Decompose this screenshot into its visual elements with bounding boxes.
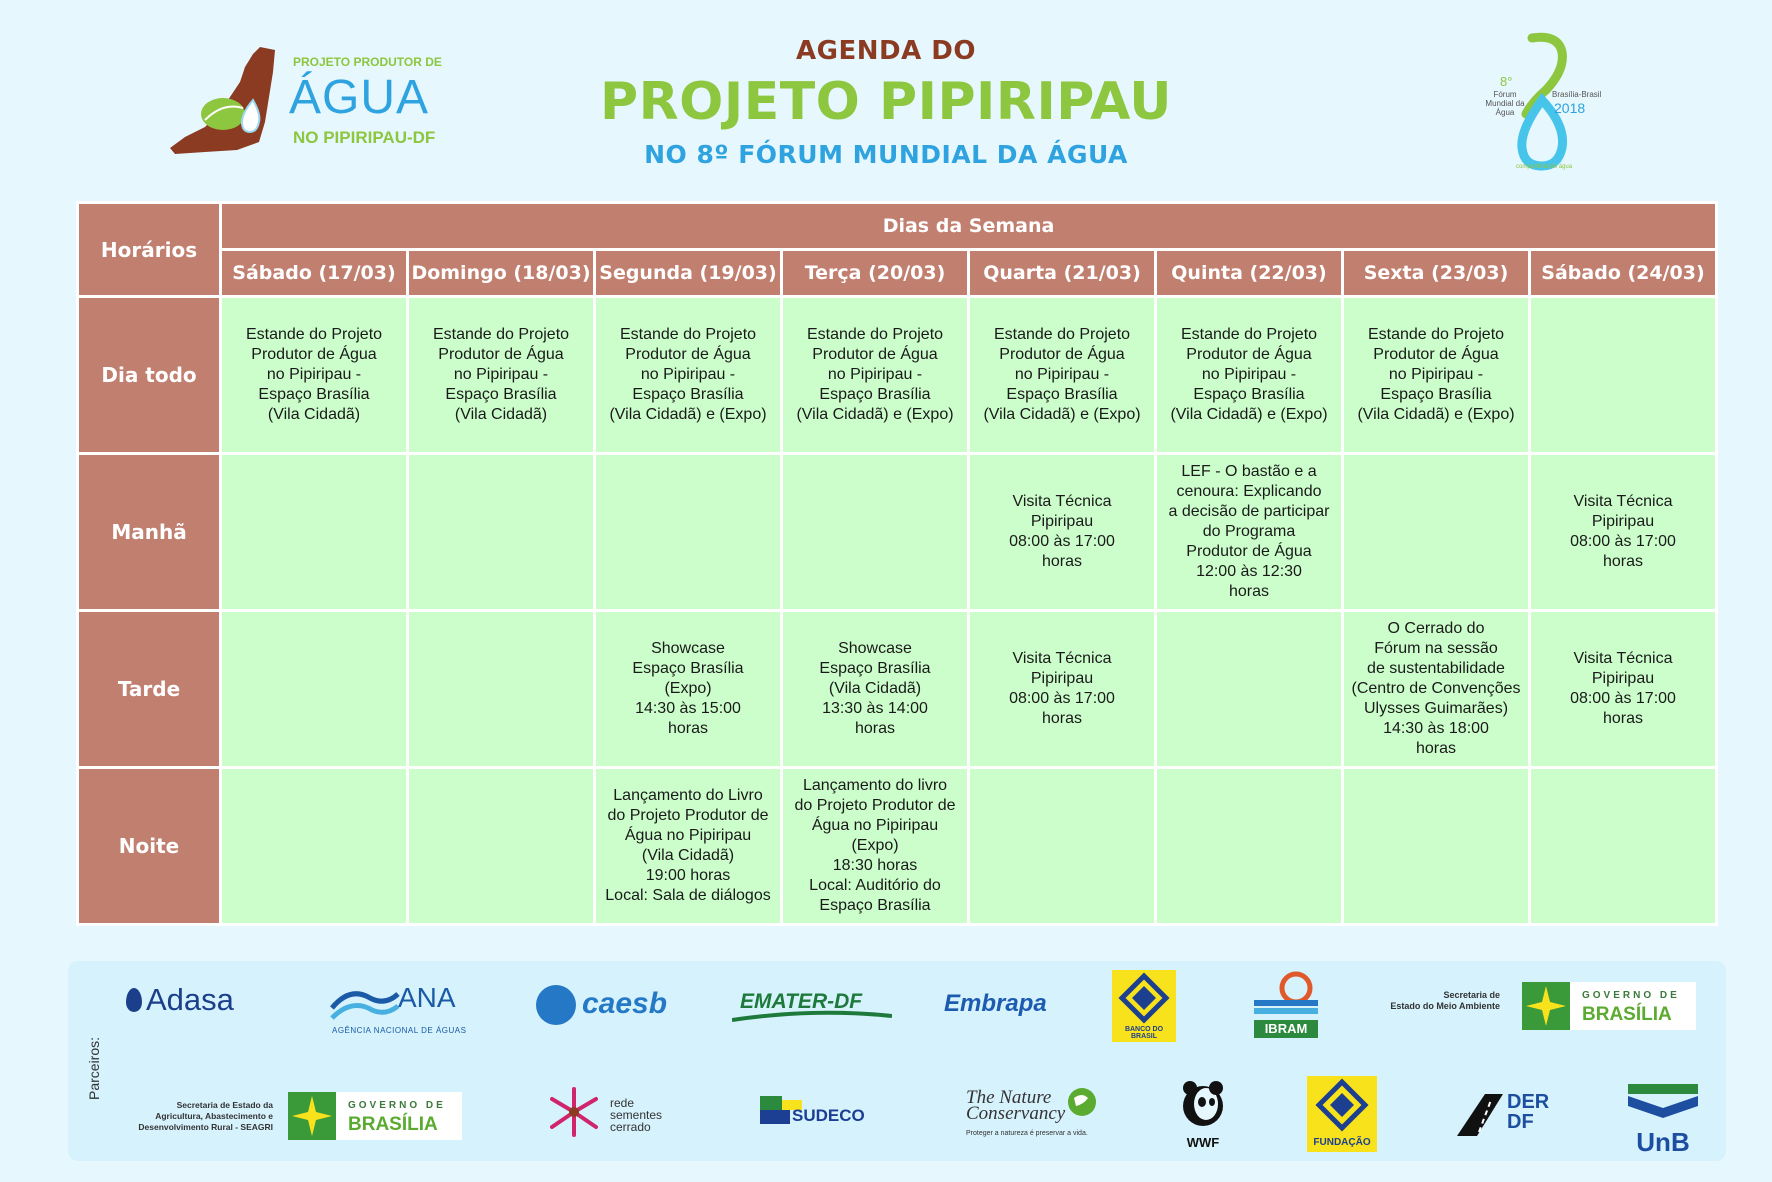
governo-brasilia-logo: [288, 1092, 462, 1140]
horarios-header: Horários: [78, 203, 221, 297]
forum-mundial-logo: [1470, 30, 1620, 180]
schedule-cell: Estande do Projeto Produtor de Água no Pipiripau - Espaço Brasília (Vila Cidadã) e (Expo): [782, 297, 969, 454]
der-text: DER DF: [1507, 1091, 1550, 1133]
schedule-cell: [408, 768, 595, 925]
nature-conservancy-logo: [966, 1087, 1106, 1137]
schedule-cell: Lançamento do livro do Projeto Produtor de Água no Pipiripau (Expo) 18:30 horas Local: Auditório do Espaço Brasília: [782, 768, 969, 925]
gdf-governo-text: GOVERNO DE: [1582, 990, 1680, 1001]
partners-label: Parceiros:: [86, 1036, 102, 1100]
row-label: Manhã: [78, 454, 221, 611]
day-header: Terça (20/03): [782, 250, 969, 297]
schedule-cell: [1156, 768, 1343, 925]
seagri-label: Secretaria de Estado da Agricultura, Abastecimento e Desenvolvimento Rural - SEAGRI: [138, 1100, 273, 1132]
der-df-logo: [1455, 1092, 1555, 1140]
forum-slogan: compartilhando água: [1516, 164, 1573, 170]
forum-right-text: Brasília-Brasil: [1552, 90, 1602, 99]
rede-text: rede sementes cerrado: [610, 1096, 663, 1134]
schedule-cell: [1343, 454, 1530, 611]
rede-sementes-logo: [544, 1087, 684, 1137]
water-drop-icon: [126, 988, 142, 1012]
unb-logo: [1628, 1084, 1698, 1158]
emater-logo: [740, 990, 862, 1014]
gdf-brasilia-text: BRASÍLIA: [1582, 1004, 1672, 1025]
gdf-star-icon: [288, 1092, 336, 1140]
day-header: Sexta (23/03): [1343, 250, 1530, 297]
header: [0, 0, 1772, 195]
schedule-cell: Visita Técnica Pipiripau 08:00 às 17:00 horas: [969, 454, 1156, 611]
fundacao-text: FUNDAÇÃO: [1313, 1137, 1371, 1148]
schedule-cell: Visita Técnica Pipiripau 08:00 às 17:00 horas: [1530, 454, 1717, 611]
unb-symbol-icon: [1628, 1084, 1698, 1120]
schedule-cell: Showcase Espaço Brasília (Vila Cidadã) 13:30 às 14:00 horas: [782, 611, 969, 768]
forum-number: 8°: [1500, 74, 1513, 89]
day-header: Segunda (19/03): [595, 250, 782, 297]
day-header: Quinta (22/03): [1156, 250, 1343, 297]
table-row: [78, 297, 1717, 454]
logo-left-line2: ÁGUA: [289, 71, 430, 124]
schedule-cell: Showcase Espaço Brasília (Expo) 14:30 às 15:00 horas: [595, 611, 782, 768]
gdf-governo-text: GOVERNO DE: [348, 1100, 446, 1111]
bb-text: BANCO DO BRASIL: [1124, 1026, 1164, 1040]
wwf-text: WWF: [1186, 1135, 1220, 1150]
title-line3: NO 8º FÓRUM MUNDIAL DA ÁGUA: [644, 140, 1128, 169]
gdf-brasilia-text: BRASÍLIA: [348, 1114, 438, 1135]
table-row: [78, 768, 1717, 925]
row-label: Noite: [78, 768, 221, 925]
schedule-cell: LEF - O bastão e a cenoura: Explicando a decisão de participar do Programa Produtor de Água 12:00 às 12:30 horas: [1156, 454, 1343, 611]
title-line2: PROJETO PIPIRIPAU: [599, 72, 1173, 132]
adasa-logo: [126, 982, 234, 1018]
sudeco-logo: [760, 1096, 880, 1130]
row-label: Tarde: [78, 611, 221, 768]
schedule-cell: [408, 611, 595, 768]
schedule-cell: Estande do Projeto Produtor de Água no Pipiripau - Espaço Brasília (Vila Cidadã) e (Expo): [1156, 297, 1343, 454]
emater-swoosh-icon: [732, 1010, 892, 1024]
schedule-cell: [221, 768, 408, 925]
ana-subtitle: AGÊNCIA NACIONAL DE ÁGUAS: [332, 1026, 467, 1035]
ana-wave-icon: [330, 980, 400, 1024]
caesb-text: caesb: [582, 986, 668, 1020]
banco-do-brasil-logo: [1112, 970, 1176, 1042]
ibram-logo: [1252, 970, 1320, 1046]
sema-text: [1390, 990, 1500, 1012]
tnc-globe-icon: [1066, 1086, 1098, 1118]
day-header: Domingo (18/03): [408, 250, 595, 297]
bb-symbol-icon: [1307, 1076, 1377, 1136]
schedule-cell: [1530, 297, 1717, 454]
embrapa-logo: [944, 990, 1047, 1018]
seagri-text: [128, 1100, 273, 1133]
schedule-cell: O Cerrado do Fórum na sessão de sustentabilidade (Centro de Convenções Ulysses Guimarães) 14:30 às 18:00 horas: [1343, 611, 1530, 768]
schedule-table: [76, 201, 1718, 926]
forum-year: 2018: [1554, 100, 1586, 116]
table-row: [78, 611, 1717, 768]
rede-flower-icon: [544, 1087, 604, 1137]
bb-symbol-icon: [1112, 970, 1176, 1030]
day-header: Sábado (17/03): [221, 250, 408, 297]
schedule-cell: [1343, 768, 1530, 925]
sudeco-text: SUDECO: [792, 1106, 865, 1125]
schedule-cell: [1530, 768, 1717, 925]
day-header: Sábado (24/03): [1530, 250, 1717, 297]
adasa-text: Adasa: [146, 982, 234, 1017]
unb-text: UnB: [1636, 1127, 1690, 1157]
ibram-symbol-icon: [1252, 970, 1320, 1020]
days-header: Dias da Semana: [221, 203, 1717, 250]
day-header: Quarta (21/03): [969, 250, 1156, 297]
ibram-text: IBRAM: [1254, 1020, 1318, 1038]
panda-icon: [1176, 1076, 1230, 1128]
schedule-cell: Visita Técnica Pipiripau 08:00 às 17:00 horas: [969, 611, 1156, 768]
schedule-cell: Estande do Projeto Produtor de Água no Pipiripau - Espaço Brasília (Vila Cidadã): [221, 297, 408, 454]
forum-left-text: Fórum Mundial da Água: [1485, 90, 1525, 117]
fundacao-bb-logo: [1307, 1076, 1377, 1152]
governo-brasilia-logo: [1522, 982, 1696, 1030]
schedule-cell: [782, 454, 969, 611]
schedule-cell: [408, 454, 595, 611]
gdf-star-icon: [1522, 982, 1570, 1030]
tnc-slogan: Proteger a natureza é preservar a vida.: [966, 1130, 1088, 1137]
table-row: [78, 454, 1717, 611]
caesb-logo: [536, 985, 667, 1025]
title-line1: AGENDA DO: [796, 36, 976, 66]
embrapa-text: Embrapa: [944, 990, 1047, 1017]
schedule-cell: Visita Técnica Pipiripau 08:00 às 17:00 horas: [1530, 611, 1717, 768]
schedule-cell: Lançamento do Livro do Projeto Produtor de Água no Pipiripau (Vila Cidadã) 19:00 horas Local: Sala de diálogos: [595, 768, 782, 925]
schedule-cell: [221, 611, 408, 768]
caesb-swirl-icon: [536, 985, 576, 1025]
logo-left-line1: PROJETO PRODUTOR DE: [293, 55, 442, 69]
tnc-text: The Nature Conservancy: [966, 1087, 1066, 1124]
schedule-cell: [969, 768, 1156, 925]
schedule-cell: Estande do Projeto Produtor de Água no Pipiripau - Espaço Brasília (Vila Cidadã): [408, 297, 595, 454]
wwf-logo: [1176, 1076, 1230, 1150]
logo-left-line3: NO PIPIRIPAU-DF: [293, 128, 436, 147]
schedule-cell: Estande do Projeto Produtor de Água no Pipiripau - Espaço Brasília (Vila Cidadã) e (Expo): [1343, 297, 1530, 454]
ana-name: ANA: [398, 982, 456, 1013]
sema-label: Secretaria de Estado do Meio Ambiente: [1390, 990, 1500, 1011]
schedule-cell: [1156, 611, 1343, 768]
schedule-cell: [595, 454, 782, 611]
emater-text: EMATER-DF: [740, 990, 863, 1013]
schedule-cell: Estande do Projeto Produtor de Água no Pipiripau - Espaço Brasília (Vila Cidadã) e (Expo): [595, 297, 782, 454]
der-road-icon: [1455, 1092, 1505, 1138]
schedule-cell: [221, 454, 408, 611]
schedule-cell: Estande do Projeto Produtor de Água no Pipiripau - Espaço Brasília (Vila Cidadã) e (Expo): [969, 297, 1156, 454]
row-label: Dia todo: [78, 297, 221, 454]
